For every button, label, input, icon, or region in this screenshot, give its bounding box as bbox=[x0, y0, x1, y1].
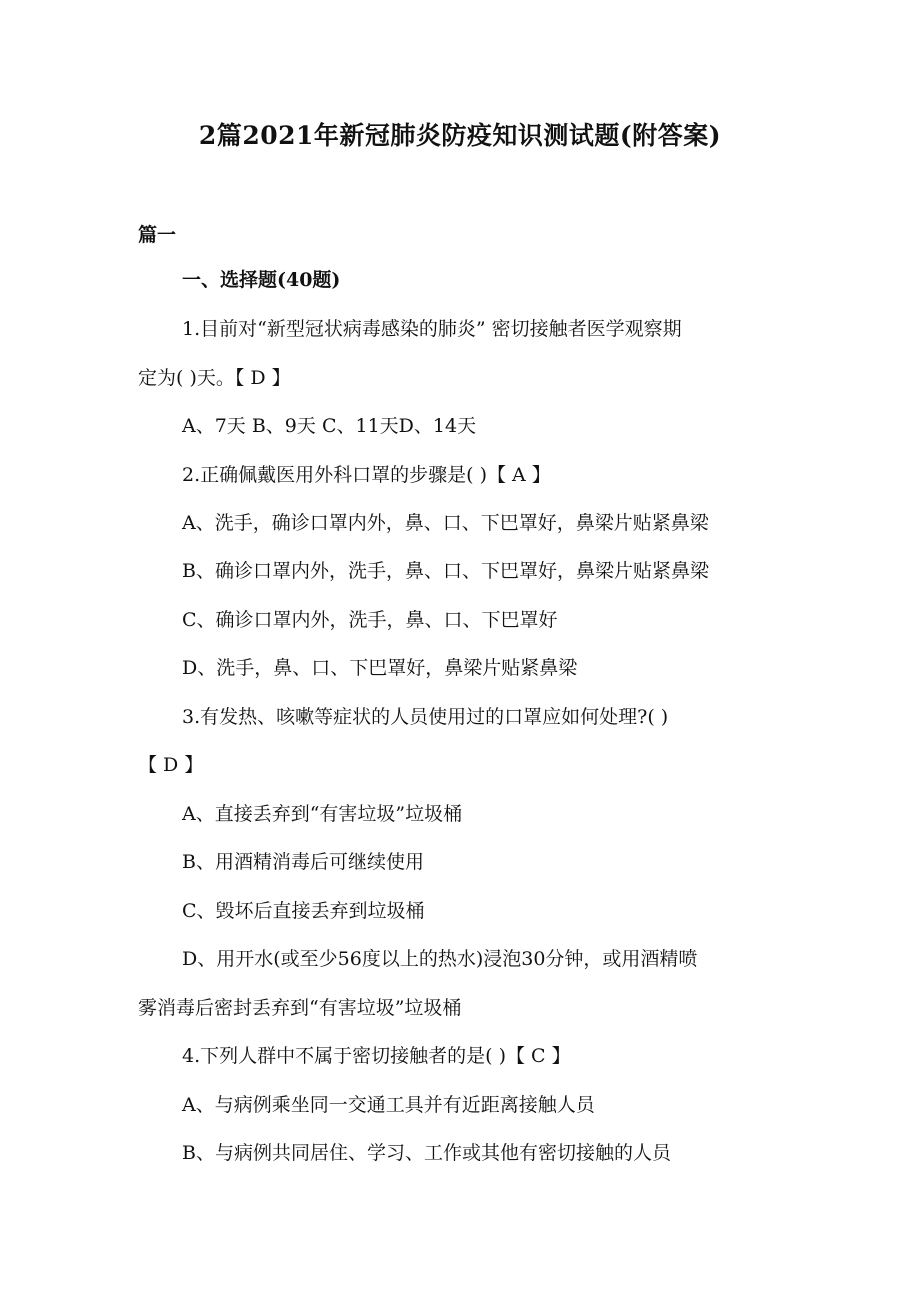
question-2-option-d: D、洗手，鼻、口、下巴罩好，鼻梁片贴紧鼻梁 bbox=[182, 657, 578, 679]
question-2-option-a: A、洗手，确诊口罩内外，鼻、口、下巴罩好，鼻梁片贴紧鼻梁 bbox=[182, 512, 709, 534]
question-4: 4.下列人群中不属于密切接触者的是( )【 C 】 bbox=[182, 1045, 571, 1067]
question-3-answer: 【 D 】 bbox=[138, 754, 204, 776]
question-3-option-d-line-1: D、用开水(或至少56度以上的热水)浸泡30分钟，或用酒精喷 bbox=[182, 948, 698, 970]
question-3-option-b: B、用酒精消毒后可继续使用 bbox=[182, 851, 424, 873]
question-3-option-d-line-2: 雾消毒后密封丢弃到“有害垃圾”垃圾桶 bbox=[138, 997, 462, 1019]
question-1-line-2: 定为( )天。【 D 】 bbox=[138, 367, 291, 389]
question-2-option-b: B、确诊口罩内外，洗手，鼻、口、下巴罩好，鼻梁片贴紧鼻梁 bbox=[182, 560, 709, 582]
section-heading: 一、选择题(40题) bbox=[182, 269, 341, 291]
question-1-line-1: 1.目前对“新型冠状病毒感染的肺炎” 密切接触者医学观察期 bbox=[182, 318, 682, 340]
question-2-option-c: C、确诊口罩内外，洗手，鼻、口、下巴罩好 bbox=[182, 609, 558, 631]
question-3-line-1: 3.有发热、咳嗽等症状的人员使用过的口罩应如何处理?( ) bbox=[182, 706, 669, 728]
question-4-option-b: B、与病例共同居住、学习、工作或其他有密切接触的人员 bbox=[182, 1142, 671, 1164]
question-3-option-c: C、毁坏后直接丢弃到垃圾桶 bbox=[182, 900, 425, 922]
question-3-option-a: A、直接丢弃到“有害垃圾”垃圾桶 bbox=[182, 803, 463, 825]
part-label: 篇一 bbox=[138, 224, 177, 246]
question-1-options: A、7天 B、9天 C、11天D、14天 bbox=[182, 415, 477, 437]
question-4-option-a: A、与病例乘坐同一交通工具并有近距离接触人员 bbox=[182, 1094, 595, 1116]
question-2: 2.正确佩戴医用外科口罩的步骤是( )【 A 】 bbox=[182, 464, 551, 486]
document-title: 2篇2021年新冠肺炎防疫知识测试题(附答案) bbox=[198, 121, 722, 150]
